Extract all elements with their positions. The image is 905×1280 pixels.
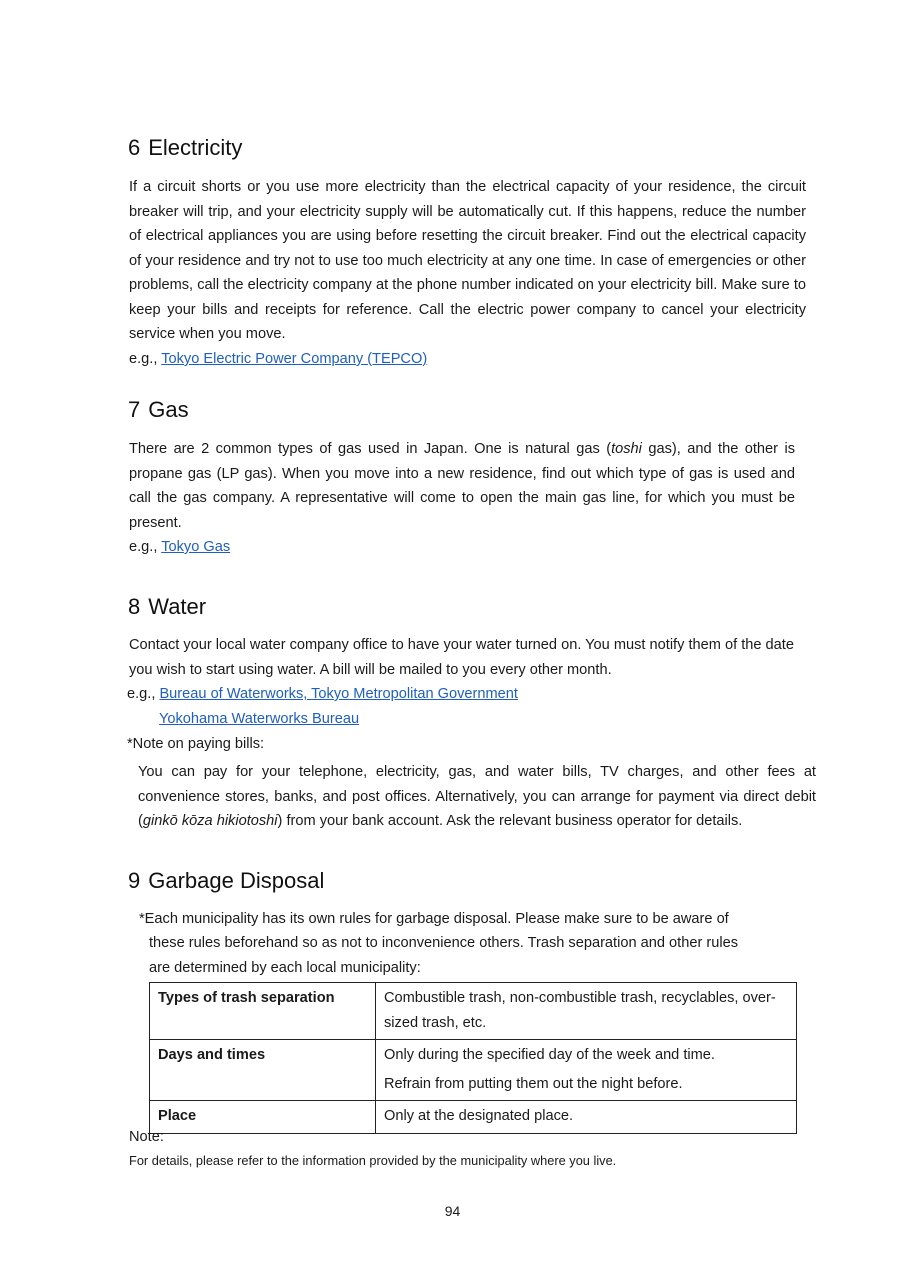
section-heading-gas	[128, 396, 189, 424]
section-heading-water	[128, 593, 206, 621]
example-prefix: e.g.,	[129, 351, 162, 367]
garbage-intro-line-2: these rules beforehand so as not to inconvenience others. Trash separation and other rules	[149, 935, 738, 951]
section-number: 6	[128, 135, 141, 160]
table-row	[150, 983, 797, 1040]
gas-text-end: gas), and the other is propane gas (LP gas). When you move into a new residence, find out which type of gas is used and call the gas company. A representative will come to open the main gas line, for which you must be present.	[129, 441, 795, 531]
payment-note-end: ) from your bank account. Ask the relevant business operator for details.	[277, 813, 743, 829]
tepco-link[interactable]: Tokyo Electric Power Company (TEPCO)	[161, 351, 428, 367]
table-cell	[376, 1040, 797, 1101]
table-cell: Combustible trash, non-combustible trash, recyclables, over-sized trash, etc.	[376, 983, 797, 1040]
section-title: Electricity	[148, 135, 243, 160]
example-prefix: e.g.,	[129, 539, 162, 555]
payment-note-paragraph	[138, 760, 816, 834]
page-number: 94	[444, 1203, 461, 1219]
table-header-cell: Place	[150, 1101, 376, 1134]
electricity-paragraph: If a circuit shorts or you use more electricity than the electrical capacity of your residence, the circuit breaker will trip, and your electricity supply will be automatically cut. If this happens, reduce the number of electrical appliances you are using before resetting the circuit breaker. Find out the electrical capacity of your residence and try not to use too much electricity at any one time. In case of emergencies or other problems, call the electricity company at the phone number indicated on your electricity bill. Make sure to keep your bills and receipts for reference. Call the electric power company to cancel your electricity service when you move.	[129, 179, 806, 342]
tokyo-waterworks-link[interactable]: Bureau of Waterworks, Tokyo Metropolitan Government	[159, 686, 518, 702]
table-row	[150, 1101, 797, 1134]
section-heading-garbage	[128, 867, 324, 895]
payment-note-start: You can pay for your telephone, electricity, gas, and water bills, TV charges, and other fees at convenience stores, banks, and post offices. Alternatively, you can arrange for payment via direct debit (	[138, 764, 816, 829]
gas-term-toshi: toshi	[611, 441, 642, 457]
section-title: Garbage Disposal	[148, 868, 325, 893]
gas-paragraph	[129, 437, 795, 535]
garbage-note-text: For details, please refer to the information provided by the municipality where you live.	[129, 1153, 617, 1168]
garbage-rules-table	[149, 982, 797, 1134]
payment-note-heading: *Note on paying bills:	[127, 736, 265, 752]
electricity-example	[129, 347, 427, 372]
table-header-cell: Types of trash separation	[150, 983, 376, 1040]
table-row	[150, 1040, 797, 1101]
yokohama-waterworks-link[interactable]: Yokohama Waterworks Bureau	[159, 711, 360, 727]
table-header-cell: Days and times	[150, 1040, 376, 1101]
gas-text-start: There are 2 common types of gas used in Japan. One is natural gas (	[129, 441, 612, 457]
water-example	[127, 682, 518, 707]
garbage-note-label: Note:	[129, 1129, 164, 1145]
payment-note-term: ginkō kōza hikiotoshi	[142, 813, 278, 829]
water-example-2	[159, 707, 359, 732]
example-prefix: e.g.,	[127, 686, 160, 702]
section-number: 9	[128, 868, 141, 893]
table-cell: Only at the designated place.	[376, 1101, 797, 1134]
gas-example	[129, 535, 230, 560]
section-heading-electricity	[128, 134, 242, 162]
table-cell-line: Refrain from putting them out the night before.	[384, 1075, 683, 1092]
water-paragraph: Contact your local water company office to have your water turned on. You must notify them of the date you wish to start using water. A bill will be mailed to you every other month.	[129, 637, 794, 678]
garbage-intro-line-1: *Each municipality has its own rules for garbage disposal. Please make sure to be aware of	[139, 911, 729, 927]
garbage-intro-line-3: are determined by each local municipality:	[149, 960, 421, 976]
section-title: Gas	[148, 397, 189, 422]
section-number: 7	[128, 397, 141, 422]
tokyo-gas-link[interactable]: Tokyo Gas	[161, 539, 231, 555]
section-title: Water	[148, 594, 207, 619]
table-cell-line: Only during the specified day of the week and time.	[384, 1047, 715, 1063]
section-number: 8	[128, 594, 141, 619]
